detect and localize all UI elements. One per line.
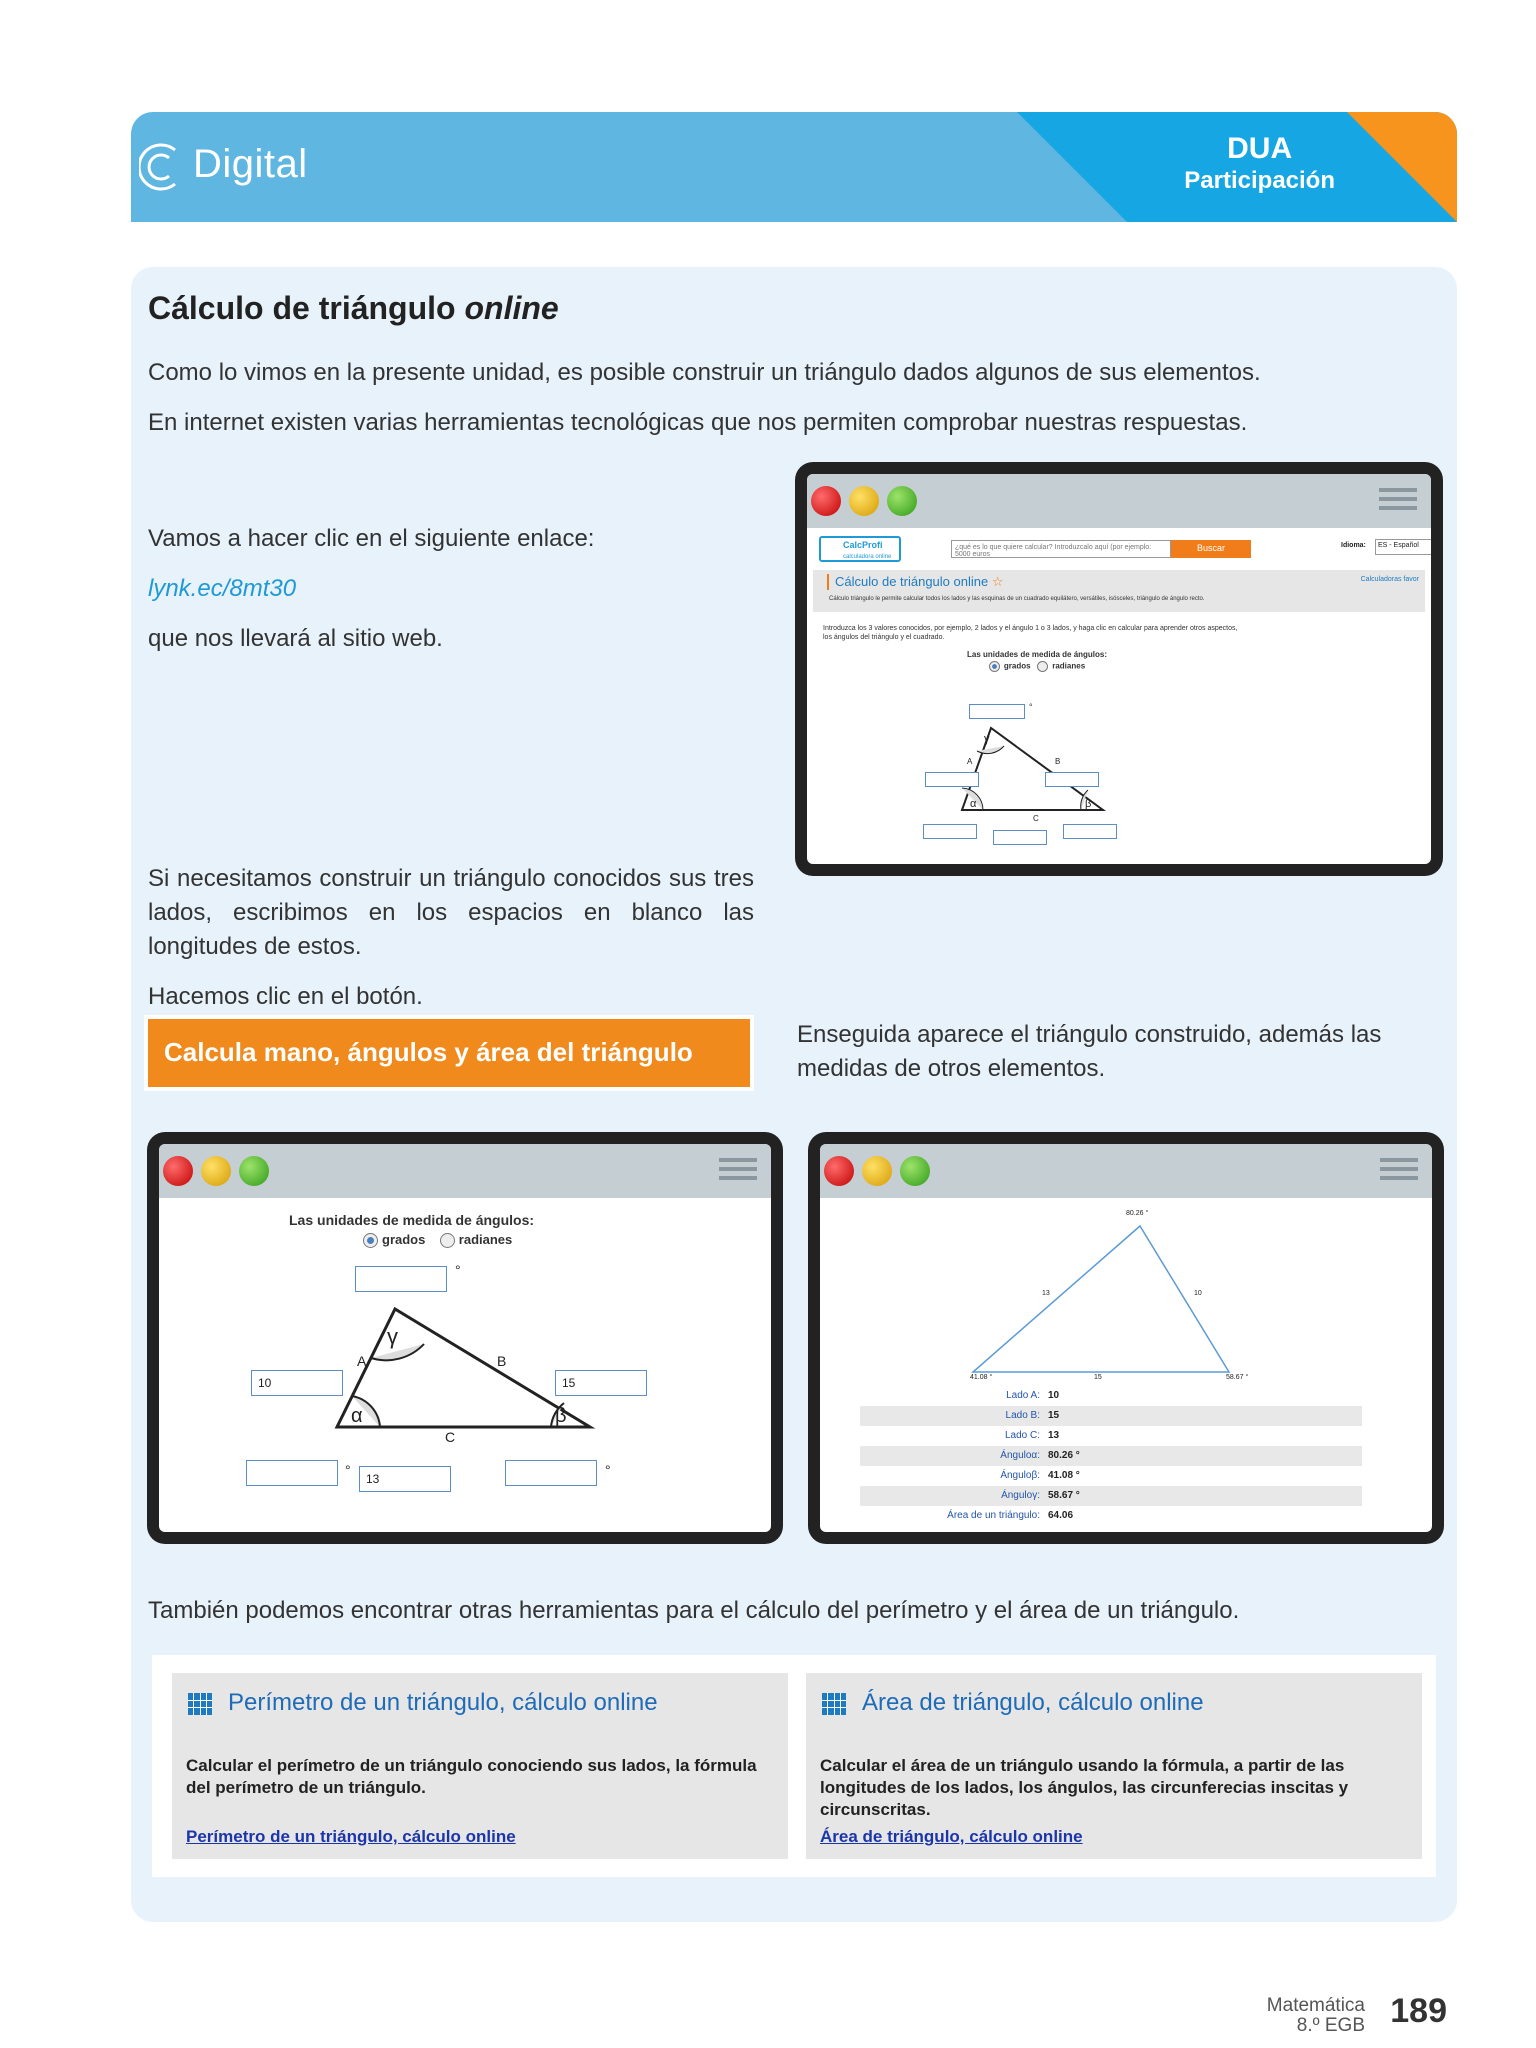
calc-instructions: Introduzca los 3 valores conocidos, por ejemplo, 2 lados y el ángulo 1 o 3 lados, y haga clic en calcular para aprender otros aspectos, los ángulos del triángulo y el cuadrado. <box>823 625 1238 641</box>
unit-deg-label: grados <box>382 1232 426 1247</box>
tool-link[interactable]: Perímetro de un triángulo, cálculo online <box>186 1827 516 1846</box>
svg-text:β: β <box>555 1405 567 1427</box>
side-a-input[interactable] <box>925 772 979 787</box>
result-row <box>860 1406 1362 1426</box>
result-row <box>860 1426 1362 1446</box>
svg-text:B: B <box>1055 757 1061 766</box>
result-label: Ánguloγ: <box>1001 1490 1040 1501</box>
tool-description: Calcular el área de un triángulo usando la fórmula, a partir de las longitudes de los lados, los ángulos, las circunferecias inscitas y circunscritas. <box>820 1756 1349 1819</box>
calc-description: Cálculo triángulo le permite calcular todos los lados y las esquinas de un cuadrado equilátero, versátiles, isósceles, triángulo de ángulo recto. <box>829 596 1205 602</box>
calculator-grid-icon <box>188 1693 212 1715</box>
tools-panel <box>152 1655 1436 1877</box>
result-value: 64.06 <box>1048 1510 1074 1521</box>
unit-deg-label: grados <box>1003 661 1031 671</box>
gamma-input[interactable] <box>969 704 1025 719</box>
link-description: que nos llevará al sitio web. <box>148 625 443 652</box>
browser-content <box>807 474 1431 864</box>
result-label: Lado A: <box>1006 1390 1040 1401</box>
calc-page-title: Cálculo de triángulo online ☆ <box>827 574 1004 590</box>
favorites-link[interactable]: Calculadoras favor <box>1360 576 1419 583</box>
side-b-input[interactable] <box>1045 772 1099 787</box>
result-value: 13 <box>1048 1430 1060 1441</box>
beta-input[interactable] <box>1063 824 1117 839</box>
side-a-input[interactable]: 10 <box>251 1370 343 1396</box>
alpha-input[interactable] <box>246 1460 338 1486</box>
result-row <box>860 1446 1362 1466</box>
site-link[interactable]: lynk.ec/8mt30 <box>148 575 297 602</box>
grade-label: 8.º EGB <box>1296 2015 1365 2036</box>
browser-content <box>820 1144 1432 1532</box>
section-title: Digital <box>193 142 308 186</box>
side-c-input[interactable]: 13 <box>359 1466 451 1492</box>
alpha-input[interactable] <box>923 824 977 839</box>
tool-title: Perímetro de un triángulo, cálculo online <box>228 1689 658 1716</box>
language-label: Idioma: <box>1341 542 1366 549</box>
result-value: 41.08 ° <box>1048 1470 1080 1481</box>
result-row <box>860 1486 1362 1506</box>
result-description: Enseguida aparece el triángulo construido, además las medidas de otros elementos. <box>797 1021 1382 1082</box>
left-angle-label: 41.08 ° <box>970 1374 993 1381</box>
calc-search-input[interactable]: ¿qué es lo que quiere calcular? Introduzcalo aquí (por ejemplo: 5000 euros <box>951 540 1171 558</box>
result-value: 10 <box>1048 1390 1060 1401</box>
result-row <box>860 1466 1362 1486</box>
result-value: 80.26 ° <box>1048 1450 1080 1461</box>
degree-sign: ° <box>605 1462 611 1478</box>
calcprofi-logo[interactable]: CalcProfi calculadora online <box>819 536 901 562</box>
result-label: Ánguloβ: <box>1000 1470 1040 1481</box>
result-value: 15 <box>1048 1410 1060 1421</box>
intro-paragraph-2: En internet existen varias herramientas tecnológicas que nos permiten comprobar nuestras respuestas. <box>148 409 1248 436</box>
footer-subject <box>1267 1996 1365 2036</box>
side-c-input[interactable] <box>993 830 1047 845</box>
page-title <box>148 290 559 327</box>
degree-sign: ° <box>1029 702 1033 712</box>
top-angle-label: 80.26 ° <box>1126 1210 1149 1217</box>
degree-sign: ° <box>345 1462 351 1478</box>
result-row <box>860 1506 1362 1526</box>
gamma-input[interactable] <box>355 1266 447 1292</box>
dua-label <box>1184 132 1335 196</box>
svg-text:α: α <box>351 1405 363 1427</box>
subject-label: Matemática <box>1266 1995 1365 2016</box>
dua-title: DUA <box>1227 132 1293 165</box>
other-tools-text: También podemos encontrar otras herramientas para el cálculo del perímetro y el área de un triángulo. <box>148 1597 1240 1624</box>
side-left-label: 13 <box>1042 1290 1050 1297</box>
perimeter-tool-card <box>172 1673 788 1859</box>
intro-paragraph-1: Como lo vimos en la presente unidad, es posible construir un triángulo dados algunos de sus elementos. <box>148 359 1261 386</box>
calculator-grid-icon <box>822 1693 846 1715</box>
dua-subtitle: Participación <box>1184 167 1335 194</box>
svg-text:α: α <box>970 798 977 810</box>
degree-sign: ° <box>455 1262 461 1278</box>
title-main: Cálculo de triángulo <box>148 290 465 326</box>
beta-input[interactable] <box>505 1460 597 1486</box>
language-select[interactable]: ES - Español <box>1375 539 1431 555</box>
page-number: 189 <box>1390 1992 1447 2030</box>
site-triangle-diagram <box>807 474 1431 864</box>
calculate-button[interactable]: Calcula mano, ángulos y área del triángulo <box>148 1019 750 1087</box>
svg-text:A: A <box>967 757 973 766</box>
title-emphasis: online <box>464 290 559 326</box>
svg-text:γ: γ <box>387 1324 398 1349</box>
units-label: Las unidades de medida de ángulos: <box>967 650 1108 659</box>
svg-text:γ: γ <box>984 733 990 745</box>
button-instruction: Hacemos clic en el botón. <box>148 983 423 1010</box>
svg-text:B: B <box>497 1353 507 1369</box>
base-label: 15 <box>1094 1374 1102 1381</box>
result-label: Lado C: <box>1004 1430 1040 1441</box>
side-b-input[interactable]: 15 <box>555 1370 647 1396</box>
browser-frame-site <box>795 462 1443 876</box>
digital-icon <box>139 140 185 194</box>
result-label: Área de un triángulo: <box>947 1510 1040 1521</box>
result-label: Lado B: <box>1005 1410 1040 1421</box>
area-tool-card <box>806 1673 1422 1859</box>
result-value: 58.67 ° <box>1048 1490 1080 1501</box>
unit-rad-label: radianes <box>458 1232 513 1247</box>
units-label: Las unidades de medida de ángulos: <box>289 1212 535 1228</box>
side-right-label: 10 <box>1194 1290 1202 1297</box>
digital-header-band <box>131 112 1457 222</box>
browser-frame-results <box>808 1132 1444 1544</box>
unit-rad-label: radianes <box>1052 661 1086 671</box>
tool-description: Calcular el perímetro de un triángulo conociendo sus lados, la fórmula del perímetro de un triángulo. <box>186 1756 757 1797</box>
result-label: Ánguloα: <box>1000 1450 1040 1461</box>
browser-content <box>159 1144 771 1532</box>
svg-text:β: β <box>1085 798 1092 810</box>
click-instruction: Vamos a hacer clic en el siguiente enlace: <box>148 525 595 552</box>
result-row <box>860 1386 1362 1406</box>
svg-text:C: C <box>1033 814 1039 823</box>
tool-link[interactable]: Área de triángulo, cálculo online <box>820 1827 1083 1846</box>
tool-title: Área de triángulo, cálculo online <box>862 1689 1204 1716</box>
calc-search-button[interactable]: Buscar <box>1171 540 1251 558</box>
right-angle-label: 58.67 ° <box>1226 1374 1249 1381</box>
browser-frame-input <box>147 1132 783 1544</box>
sides-instruction: Si necesitamos construir un triángulo conocidos sus tres lados, escribimos en los espacios en blanco las longitudes de estos. <box>148 865 754 960</box>
svg-text:A: A <box>357 1353 367 1369</box>
svg-text:C: C <box>445 1429 456 1445</box>
